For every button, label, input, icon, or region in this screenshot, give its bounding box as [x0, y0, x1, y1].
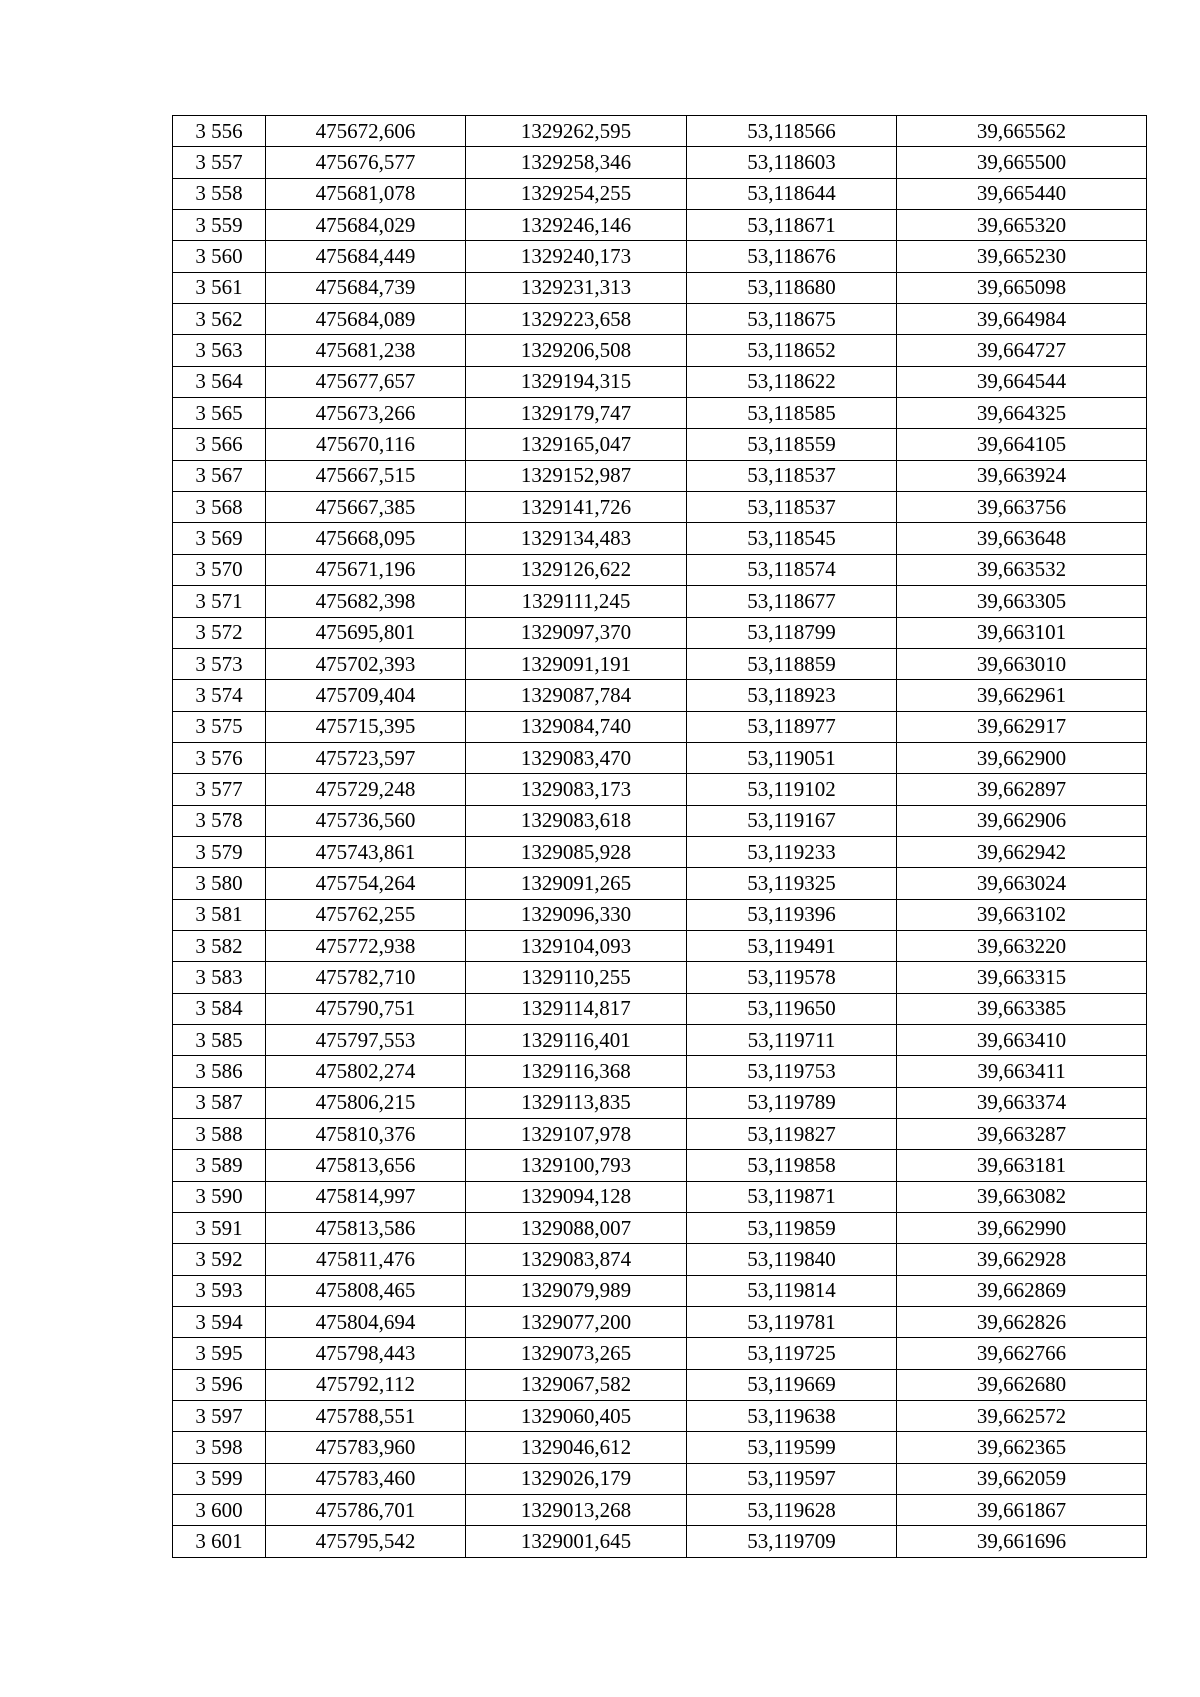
- x-coordinate-cell: 475795,542: [266, 1526, 466, 1557]
- table-row: [173, 492, 1147, 523]
- y-coordinate-cell: 1329085,928: [466, 836, 687, 867]
- point-number-cell: 3 586: [173, 1056, 266, 1087]
- longitude-cell: 39,662961: [897, 680, 1147, 711]
- point-number-cell: 3 588: [173, 1119, 266, 1150]
- table-row: [173, 868, 1147, 899]
- table-row: [173, 1244, 1147, 1275]
- y-coordinate-cell: 1329141,726: [466, 492, 687, 523]
- x-coordinate-cell: 475792,112: [266, 1369, 466, 1400]
- x-coordinate-cell: 475736,560: [266, 805, 466, 836]
- table-row: [173, 460, 1147, 491]
- latitude-cell: 53,118585: [687, 398, 897, 429]
- table-row: [173, 930, 1147, 961]
- point-number-cell: 3 594: [173, 1307, 266, 1338]
- y-coordinate-cell: 1329206,508: [466, 335, 687, 366]
- latitude-cell: 53,118603: [687, 147, 897, 178]
- x-coordinate-cell: 475783,960: [266, 1432, 466, 1463]
- x-coordinate-cell: 475681,238: [266, 335, 466, 366]
- point-number-cell: 3 592: [173, 1244, 266, 1275]
- latitude-cell: 53,119167: [687, 805, 897, 836]
- table-row: [173, 1307, 1147, 1338]
- point-number-cell: 3 589: [173, 1150, 266, 1181]
- point-number-cell: 3 584: [173, 993, 266, 1024]
- longitude-cell: 39,662869: [897, 1275, 1147, 1306]
- point-number-cell: 3 574: [173, 680, 266, 711]
- point-number-cell: 3 560: [173, 241, 266, 272]
- longitude-cell: 39,663374: [897, 1087, 1147, 1118]
- y-coordinate-cell: 1329083,618: [466, 805, 687, 836]
- y-coordinate-cell: 1329079,989: [466, 1275, 687, 1306]
- point-number-cell: 3 591: [173, 1213, 266, 1244]
- y-coordinate-cell: 1329067,582: [466, 1369, 687, 1400]
- y-coordinate-cell: 1329194,315: [466, 366, 687, 397]
- latitude-cell: 53,118977: [687, 711, 897, 742]
- latitude-cell: 53,118671: [687, 210, 897, 241]
- table-row: [173, 1181, 1147, 1212]
- point-number-cell: 3 600: [173, 1495, 266, 1526]
- point-number-cell: 3 575: [173, 711, 266, 742]
- point-number-cell: 3 564: [173, 366, 266, 397]
- y-coordinate-cell: 1329001,645: [466, 1526, 687, 1557]
- x-coordinate-cell: 475813,656: [266, 1150, 466, 1181]
- x-coordinate-cell: 475671,196: [266, 554, 466, 585]
- table-row: [173, 586, 1147, 617]
- y-coordinate-cell: 1329179,747: [466, 398, 687, 429]
- latitude-cell: 53,118622: [687, 366, 897, 397]
- point-number-cell: 3 596: [173, 1369, 266, 1400]
- latitude-cell: 53,119711: [687, 1024, 897, 1055]
- table-row: [173, 178, 1147, 209]
- y-coordinate-cell: 1329083,874: [466, 1244, 687, 1275]
- table-row: [173, 1401, 1147, 1432]
- longitude-cell: 39,663082: [897, 1181, 1147, 1212]
- latitude-cell: 53,118676: [687, 241, 897, 272]
- latitude-cell: 53,119840: [687, 1244, 897, 1275]
- latitude-cell: 53,119578: [687, 962, 897, 993]
- table-row: [173, 1275, 1147, 1306]
- longitude-cell: 39,663102: [897, 899, 1147, 930]
- table-row: [173, 1213, 1147, 1244]
- x-coordinate-cell: 475814,997: [266, 1181, 466, 1212]
- latitude-cell: 53,118559: [687, 429, 897, 460]
- table-row: [173, 366, 1147, 397]
- latitude-cell: 53,118545: [687, 523, 897, 554]
- longitude-cell: 39,663024: [897, 868, 1147, 899]
- table-row: [173, 554, 1147, 585]
- longitude-cell: 39,663924: [897, 460, 1147, 491]
- latitude-cell: 53,119650: [687, 993, 897, 1024]
- longitude-cell: 39,663287: [897, 1119, 1147, 1150]
- table-row: [173, 272, 1147, 303]
- longitude-cell: 39,664105: [897, 429, 1147, 460]
- table-row: [173, 836, 1147, 867]
- table-row: [173, 1119, 1147, 1150]
- point-number-cell: 3 565: [173, 398, 266, 429]
- longitude-cell: 39,663315: [897, 962, 1147, 993]
- longitude-cell: 39,662826: [897, 1307, 1147, 1338]
- latitude-cell: 53,118566: [687, 116, 897, 147]
- x-coordinate-cell: 475811,476: [266, 1244, 466, 1275]
- longitude-cell: 39,663010: [897, 648, 1147, 679]
- table-row: [173, 210, 1147, 241]
- coordinates-table: [172, 115, 1147, 1558]
- longitude-cell: 39,661696: [897, 1526, 1147, 1557]
- x-coordinate-cell: 475772,938: [266, 930, 466, 961]
- latitude-cell: 53,119669: [687, 1369, 897, 1400]
- longitude-cell: 39,663385: [897, 993, 1147, 1024]
- longitude-cell: 39,662990: [897, 1213, 1147, 1244]
- point-number-cell: 3 556: [173, 116, 266, 147]
- point-number-cell: 3 585: [173, 1024, 266, 1055]
- longitude-cell: 39,662766: [897, 1338, 1147, 1369]
- latitude-cell: 53,118574: [687, 554, 897, 585]
- point-number-cell: 3 563: [173, 335, 266, 366]
- longitude-cell: 39,662059: [897, 1463, 1147, 1494]
- longitude-cell: 39,662897: [897, 774, 1147, 805]
- latitude-cell: 53,118537: [687, 460, 897, 491]
- x-coordinate-cell: 475667,515: [266, 460, 466, 491]
- x-coordinate-cell: 475672,606: [266, 116, 466, 147]
- longitude-cell: 39,665230: [897, 241, 1147, 272]
- x-coordinate-cell: 475783,460: [266, 1463, 466, 1494]
- longitude-cell: 39,663305: [897, 586, 1147, 617]
- latitude-cell: 53,119709: [687, 1526, 897, 1557]
- y-coordinate-cell: 1329126,622: [466, 554, 687, 585]
- table-row: [173, 711, 1147, 742]
- y-coordinate-cell: 1329116,401: [466, 1024, 687, 1055]
- table-row: [173, 335, 1147, 366]
- x-coordinate-cell: 475729,248: [266, 774, 466, 805]
- point-number-cell: 3 562: [173, 304, 266, 335]
- y-coordinate-cell: 1329254,255: [466, 178, 687, 209]
- point-number-cell: 3 567: [173, 460, 266, 491]
- y-coordinate-cell: 1329246,146: [466, 210, 687, 241]
- x-coordinate-cell: 475782,710: [266, 962, 466, 993]
- latitude-cell: 53,119814: [687, 1275, 897, 1306]
- latitude-cell: 53,118652: [687, 335, 897, 366]
- y-coordinate-cell: 1329091,191: [466, 648, 687, 679]
- table-row: [173, 680, 1147, 711]
- longitude-cell: 39,664325: [897, 398, 1147, 429]
- x-coordinate-cell: 475743,861: [266, 836, 466, 867]
- longitude-cell: 39,661867: [897, 1495, 1147, 1526]
- longitude-cell: 39,664727: [897, 335, 1147, 366]
- longitude-cell: 39,664984: [897, 304, 1147, 335]
- latitude-cell: 53,119638: [687, 1401, 897, 1432]
- point-number-cell: 3 558: [173, 178, 266, 209]
- point-number-cell: 3 571: [173, 586, 266, 617]
- table-row: [173, 774, 1147, 805]
- point-number-cell: 3 597: [173, 1401, 266, 1432]
- latitude-cell: 53,118537: [687, 492, 897, 523]
- longitude-cell: 39,662917: [897, 711, 1147, 742]
- latitude-cell: 53,118923: [687, 680, 897, 711]
- latitude-cell: 53,119102: [687, 774, 897, 805]
- table-row: [173, 742, 1147, 773]
- point-number-cell: 3 598: [173, 1432, 266, 1463]
- x-coordinate-cell: 475684,089: [266, 304, 466, 335]
- longitude-cell: 39,662942: [897, 836, 1147, 867]
- x-coordinate-cell: 475723,597: [266, 742, 466, 773]
- point-number-cell: 3 580: [173, 868, 266, 899]
- latitude-cell: 53,119753: [687, 1056, 897, 1087]
- x-coordinate-cell: 475668,095: [266, 523, 466, 554]
- point-number-cell: 3 579: [173, 836, 266, 867]
- longitude-cell: 39,663181: [897, 1150, 1147, 1181]
- x-coordinate-cell: 475684,449: [266, 241, 466, 272]
- table-row: [173, 805, 1147, 836]
- x-coordinate-cell: 475670,116: [266, 429, 466, 460]
- latitude-cell: 53,119325: [687, 868, 897, 899]
- x-coordinate-cell: 475788,551: [266, 1401, 466, 1432]
- x-coordinate-cell: 475802,274: [266, 1056, 466, 1087]
- x-coordinate-cell: 475762,255: [266, 899, 466, 930]
- y-coordinate-cell: 1329240,173: [466, 241, 687, 272]
- longitude-cell: 39,665320: [897, 210, 1147, 241]
- table-row: [173, 1150, 1147, 1181]
- table-row: [173, 1526, 1147, 1557]
- table-row: [173, 523, 1147, 554]
- latitude-cell: 53,119858: [687, 1150, 897, 1181]
- longitude-cell: 39,665562: [897, 116, 1147, 147]
- longitude-cell: 39,663532: [897, 554, 1147, 585]
- latitude-cell: 53,118799: [687, 617, 897, 648]
- table-row: [173, 648, 1147, 679]
- longitude-cell: 39,665500: [897, 147, 1147, 178]
- y-coordinate-cell: 1329104,093: [466, 930, 687, 961]
- y-coordinate-cell: 1329223,658: [466, 304, 687, 335]
- latitude-cell: 53,119827: [687, 1119, 897, 1150]
- point-number-cell: 3 572: [173, 617, 266, 648]
- table-row: [173, 1087, 1147, 1118]
- table-row: [173, 398, 1147, 429]
- y-coordinate-cell: 1329097,370: [466, 617, 687, 648]
- x-coordinate-cell: 475797,553: [266, 1024, 466, 1055]
- y-coordinate-cell: 1329165,047: [466, 429, 687, 460]
- longitude-cell: 39,663220: [897, 930, 1147, 961]
- longitude-cell: 39,663410: [897, 1024, 1147, 1055]
- point-number-cell: 3 601: [173, 1526, 266, 1557]
- table-row: [173, 1432, 1147, 1463]
- longitude-cell: 39,663648: [897, 523, 1147, 554]
- point-number-cell: 3 577: [173, 774, 266, 805]
- point-number-cell: 3 582: [173, 930, 266, 961]
- point-number-cell: 3 587: [173, 1087, 266, 1118]
- point-number-cell: 3 581: [173, 899, 266, 930]
- longitude-cell: 39,662900: [897, 742, 1147, 773]
- y-coordinate-cell: 1329100,793: [466, 1150, 687, 1181]
- latitude-cell: 53,119491: [687, 930, 897, 961]
- point-number-cell: 3 566: [173, 429, 266, 460]
- latitude-cell: 53,118644: [687, 178, 897, 209]
- point-number-cell: 3 578: [173, 805, 266, 836]
- y-coordinate-cell: 1329096,330: [466, 899, 687, 930]
- y-coordinate-cell: 1329094,128: [466, 1181, 687, 1212]
- point-number-cell: 3 559: [173, 210, 266, 241]
- point-number-cell: 3 573: [173, 648, 266, 679]
- y-coordinate-cell: 1329073,265: [466, 1338, 687, 1369]
- x-coordinate-cell: 475715,395: [266, 711, 466, 742]
- point-number-cell: 3 576: [173, 742, 266, 773]
- table-row: [173, 1463, 1147, 1494]
- longitude-cell: 39,662365: [897, 1432, 1147, 1463]
- y-coordinate-cell: 1329110,255: [466, 962, 687, 993]
- y-coordinate-cell: 1329088,007: [466, 1213, 687, 1244]
- latitude-cell: 53,119599: [687, 1432, 897, 1463]
- latitude-cell: 53,119396: [687, 899, 897, 930]
- latitude-cell: 53,118675: [687, 304, 897, 335]
- y-coordinate-cell: 1329091,265: [466, 868, 687, 899]
- longitude-cell: 39,663411: [897, 1056, 1147, 1087]
- table-row: [173, 116, 1147, 147]
- point-number-cell: 3 561: [173, 272, 266, 303]
- latitude-cell: 53,119781: [687, 1307, 897, 1338]
- x-coordinate-cell: 475798,443: [266, 1338, 466, 1369]
- x-coordinate-cell: 475695,801: [266, 617, 466, 648]
- x-coordinate-cell: 475676,577: [266, 147, 466, 178]
- table-row: [173, 1056, 1147, 1087]
- latitude-cell: 53,119725: [687, 1338, 897, 1369]
- y-coordinate-cell: 1329116,368: [466, 1056, 687, 1087]
- table-row: [173, 617, 1147, 648]
- table-row: [173, 962, 1147, 993]
- latitude-cell: 53,119859: [687, 1213, 897, 1244]
- table-row: [173, 1495, 1147, 1526]
- x-coordinate-cell: 475681,078: [266, 178, 466, 209]
- point-number-cell: 3 590: [173, 1181, 266, 1212]
- point-number-cell: 3 568: [173, 492, 266, 523]
- y-coordinate-cell: 1329084,740: [466, 711, 687, 742]
- latitude-cell: 53,119871: [687, 1181, 897, 1212]
- latitude-cell: 53,118859: [687, 648, 897, 679]
- table-row: [173, 1369, 1147, 1400]
- x-coordinate-cell: 475790,751: [266, 993, 466, 1024]
- x-coordinate-cell: 475754,264: [266, 868, 466, 899]
- table-row: [173, 241, 1147, 272]
- y-coordinate-cell: 1329262,595: [466, 116, 687, 147]
- y-coordinate-cell: 1329083,173: [466, 774, 687, 805]
- longitude-cell: 39,662928: [897, 1244, 1147, 1275]
- y-coordinate-cell: 1329111,245: [466, 586, 687, 617]
- x-coordinate-cell: 475806,215: [266, 1087, 466, 1118]
- point-number-cell: 3 595: [173, 1338, 266, 1369]
- x-coordinate-cell: 475673,266: [266, 398, 466, 429]
- x-coordinate-cell: 475677,657: [266, 366, 466, 397]
- longitude-cell: 39,665098: [897, 272, 1147, 303]
- point-number-cell: 3 583: [173, 962, 266, 993]
- latitude-cell: 53,118680: [687, 272, 897, 303]
- longitude-cell: 39,663101: [897, 617, 1147, 648]
- x-coordinate-cell: 475709,404: [266, 680, 466, 711]
- y-coordinate-cell: 1329060,405: [466, 1401, 687, 1432]
- table-row: [173, 1024, 1147, 1055]
- x-coordinate-cell: 475667,385: [266, 492, 466, 523]
- point-number-cell: 3 599: [173, 1463, 266, 1494]
- x-coordinate-cell: 475804,694: [266, 1307, 466, 1338]
- y-coordinate-cell: 1329046,612: [466, 1432, 687, 1463]
- point-number-cell: 3 593: [173, 1275, 266, 1306]
- table-row: [173, 429, 1147, 460]
- longitude-cell: 39,665440: [897, 178, 1147, 209]
- y-coordinate-cell: 1329258,346: [466, 147, 687, 178]
- table-row: [173, 899, 1147, 930]
- y-coordinate-cell: 1329114,817: [466, 993, 687, 1024]
- table-row: [173, 304, 1147, 335]
- point-number-cell: 3 569: [173, 523, 266, 554]
- y-coordinate-cell: 1329134,483: [466, 523, 687, 554]
- y-coordinate-cell: 1329077,200: [466, 1307, 687, 1338]
- latitude-cell: 53,119051: [687, 742, 897, 773]
- point-number-cell: 3 557: [173, 147, 266, 178]
- y-coordinate-cell: 1329113,835: [466, 1087, 687, 1118]
- y-coordinate-cell: 1329083,470: [466, 742, 687, 773]
- latitude-cell: 53,118677: [687, 586, 897, 617]
- latitude-cell: 53,119233: [687, 836, 897, 867]
- x-coordinate-cell: 475702,393: [266, 648, 466, 679]
- longitude-cell: 39,663756: [897, 492, 1147, 523]
- x-coordinate-cell: 475813,586: [266, 1213, 466, 1244]
- y-coordinate-cell: 1329087,784: [466, 680, 687, 711]
- x-coordinate-cell: 475810,376: [266, 1119, 466, 1150]
- y-coordinate-cell: 1329152,987: [466, 460, 687, 491]
- table-row: [173, 993, 1147, 1024]
- latitude-cell: 53,119789: [687, 1087, 897, 1118]
- y-coordinate-cell: 1329013,268: [466, 1495, 687, 1526]
- y-coordinate-cell: 1329107,978: [466, 1119, 687, 1150]
- x-coordinate-cell: 475786,701: [266, 1495, 466, 1526]
- table-row: [173, 147, 1147, 178]
- latitude-cell: 53,119628: [687, 1495, 897, 1526]
- point-number-cell: 3 570: [173, 554, 266, 585]
- longitude-cell: 39,662906: [897, 805, 1147, 836]
- latitude-cell: 53,119597: [687, 1463, 897, 1494]
- longitude-cell: 39,664544: [897, 366, 1147, 397]
- coordinates-table-body: [173, 116, 1147, 1558]
- y-coordinate-cell: 1329026,179: [466, 1463, 687, 1494]
- y-coordinate-cell: 1329231,313: [466, 272, 687, 303]
- x-coordinate-cell: 475684,029: [266, 210, 466, 241]
- x-coordinate-cell: 475808,465: [266, 1275, 466, 1306]
- longitude-cell: 39,662572: [897, 1401, 1147, 1432]
- x-coordinate-cell: 475684,739: [266, 272, 466, 303]
- table-row: [173, 1338, 1147, 1369]
- x-coordinate-cell: 475682,398: [266, 586, 466, 617]
- longitude-cell: 39,662680: [897, 1369, 1147, 1400]
